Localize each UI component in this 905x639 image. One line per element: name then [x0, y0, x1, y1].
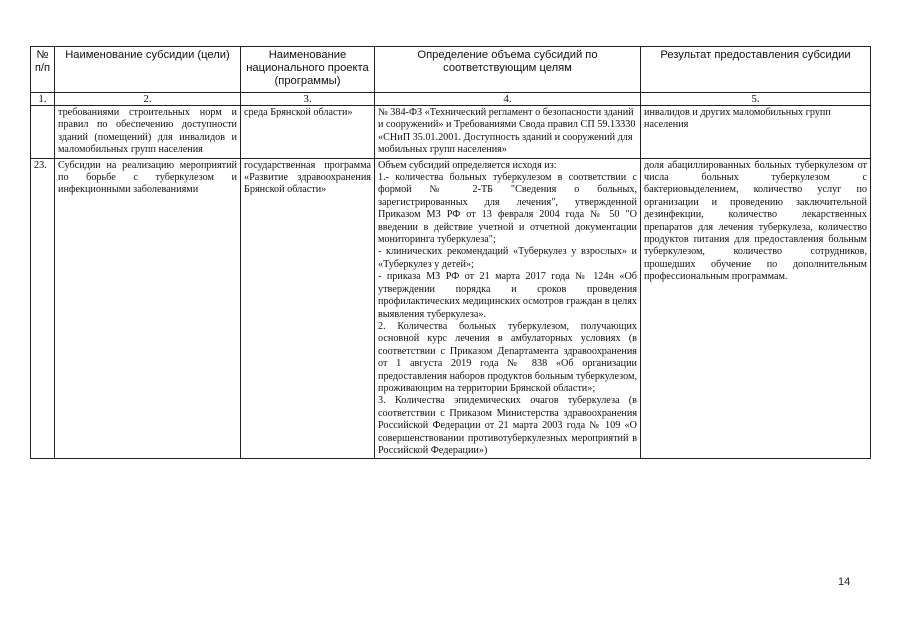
header-volume-definition: Определение объема субсидий по соответствующим целям	[375, 47, 641, 93]
row-23-number: 23.	[31, 158, 55, 459]
column-number-5: 5.	[641, 93, 871, 106]
row-continued-result: инвалидов и других маломобильных групп населения	[641, 106, 871, 159]
row-23-project: государственная программа «Развитие здравоохранения Брянской области»	[241, 158, 375, 459]
column-number-3: 3.	[241, 93, 375, 106]
row-continued-subsidy: требованиями строительных норм и правил по обеспечению доступности зданий (помещений) для инвалидов и маломобильных групп населения	[55, 106, 241, 159]
table-row-continued	[31, 106, 871, 159]
volume-paragraph-3: - приказа МЗ РФ от 21 марта 2017 года № 124н «Об утверждении порядка и сроков проведения профилактических медицинских осмотров граждан в целях выявления туберкулеза».	[378, 271, 637, 320]
column-number-2: 2.	[55, 93, 241, 106]
subsidy-table	[30, 46, 871, 459]
page-number: 14	[838, 576, 851, 588]
header-subsidy-name: Наименование субсидии (цели)	[55, 47, 241, 93]
volume-paragraph-5: 3. Количества эпидемических очагов туберкулеза (в соответствии с Приказом Министерства здравоохранения Российской Федерации от 21 марта 2003 года № 109 «О совершенствовании противотуберкулезных мероприятий в Российской Федерации»)	[378, 395, 637, 456]
row-continued-volume: № 384-ФЗ «Технический регламент о безопасности зданий и сооружений» и Требованиями Свода правил СП 59.13330 «СНиП 35.01.2001. Доступность зданий и сооружений для мобильных групп населения»	[375, 106, 641, 159]
column-number-4: 4.	[375, 93, 641, 106]
row-23-volume	[375, 158, 641, 459]
volume-paragraph-2: - клинических рекомендаций «Туберкулез у взрослых» и «Туберкулез у детей»;	[378, 246, 637, 270]
header-row	[31, 47, 871, 93]
volume-paragraph-intro: Объем субсидий определяется исходя из:	[378, 159, 557, 171]
column-number-1: 1.	[31, 93, 55, 106]
volume-paragraph-1: 1.- количества больных туберкулезом в соответствии с формой № 2-ТБ "Сведения о больных, зарегистрированных для лечения", утвержденной Приказом МЗ РФ от 13 февраля 2004 года № 50 "О введении в действие учетной и отчетной документации мониторинга туберкулеза";	[378, 172, 637, 246]
row-continued-number	[31, 106, 55, 159]
table-row-23	[31, 158, 871, 459]
row-23-subsidy: Субсидии на реализацию мероприятий по борьбе с туберкулезом и инфекционными заболеваниями	[55, 158, 241, 459]
header-number: № п/п	[31, 47, 55, 93]
header-project-name: Наименование национального проекта (программы)	[241, 47, 375, 93]
column-number-row	[31, 93, 871, 106]
row-continued-project: среда Брянской области»	[241, 106, 375, 159]
volume-paragraph-4: 2. Количества больных туберкулезом, получающих основной курс лечения в амбулаторных условиях (в соответствии с Приказом Департамента здравоохранения от 1 августа 2019 года № 838 «Об организации предоставления наборов продуктов больным туберкулезом, проживающим на территории Брянской области»;	[378, 320, 637, 394]
header-result: Результат предоставления субсидии	[641, 47, 871, 93]
row-23-result: доля абациллированных больных туберкулезом от числа больных туберкулезом с бактериовыделением, количество услуг по организации и проведению заключительной дезинфекции, количество лекарственных препаратов для лечения туберкулеза, количество продуктов питания для предоставления больным туберкулезом, количество сотрудников, прошедших обучение по дополнительным профессиональным программам.	[641, 158, 871, 459]
